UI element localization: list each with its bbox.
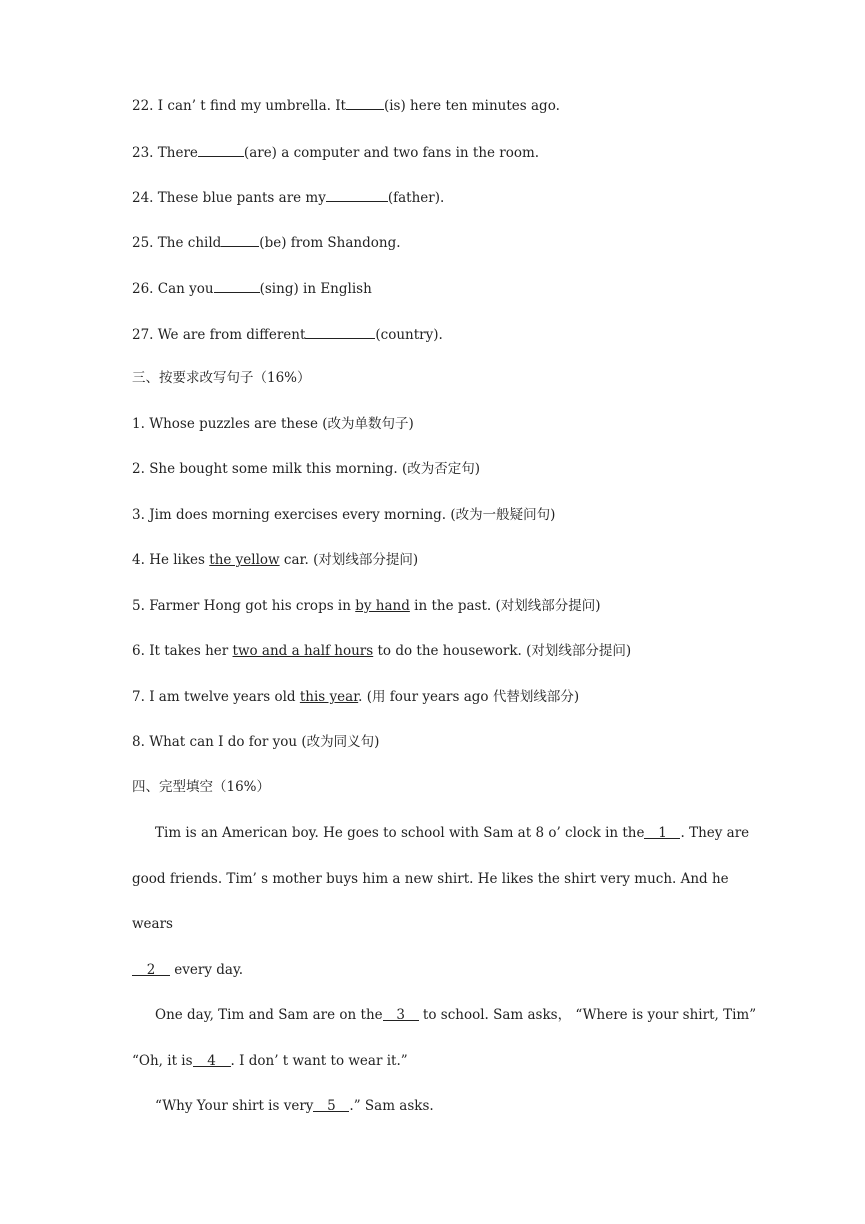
- item-number: 6.: [132, 643, 145, 659]
- question-hint: (is) here ten minutes ago.: [383, 98, 560, 114]
- rewrite-item-8: [132, 733, 805, 751]
- question-number: 25.: [132, 235, 154, 251]
- answer-blank[interactable]: [198, 142, 244, 157]
- answer-blank[interactable]: [346, 95, 384, 110]
- item-number: 8.: [132, 734, 145, 750]
- question-hint: (father).: [387, 190, 445, 206]
- rewrite-item-2: [132, 460, 805, 478]
- item-text-post: car. (对划线部分提问): [279, 552, 419, 568]
- question-number: 24.: [132, 190, 154, 206]
- passage-line-6: [132, 1052, 805, 1070]
- item-number: 4.: [132, 552, 145, 568]
- passage-text: One day, Tim and Sam are on the: [155, 1007, 383, 1023]
- rewrite-item-7: [132, 688, 805, 706]
- question-24: [132, 187, 805, 207]
- passage-text: every day.: [170, 962, 244, 978]
- item-text-post: . (用 four years ago 代替划线部分): [358, 689, 580, 705]
- question-text: There: [157, 145, 198, 161]
- question-text: I can’ t find my umbrella. It: [157, 98, 346, 114]
- passage-line-5: [132, 1006, 805, 1024]
- passage-text: Tim is an American boy. He goes to school with Sam at 8 o’ clock in the: [155, 825, 645, 841]
- cloze-blank-3[interactable]: 3: [383, 1006, 419, 1021]
- question-number: 26.: [132, 281, 154, 297]
- answer-blank[interactable]: [214, 278, 260, 293]
- passage-line-3: wears: [132, 916, 173, 932]
- rewrite-item-4: [132, 551, 805, 569]
- passage-line-4: [132, 961, 805, 979]
- passage-text: . They are: [680, 825, 750, 841]
- underlined-phrase: two and a half hours: [232, 643, 374, 659]
- answer-blank[interactable]: [326, 187, 388, 202]
- item-text-pre: It takes her: [149, 643, 233, 659]
- rewrite-item-3: [132, 506, 805, 524]
- question-hint: (sing) in English: [259, 281, 372, 297]
- item-number: 7.: [132, 689, 145, 705]
- passage-text: to school. Sam asks， “Where is your shirt, Tim”: [418, 1007, 757, 1023]
- item-number: 1.: [132, 416, 145, 432]
- question-text: We are from different: [157, 327, 306, 343]
- question-22: [132, 95, 805, 115]
- question-hint: (country).: [375, 327, 443, 343]
- question-hint: (are) a computer and two fans in the room.: [243, 145, 540, 161]
- item-number: 3.: [132, 507, 145, 523]
- question-27: [132, 324, 805, 344]
- question-number: 27.: [132, 327, 154, 343]
- passage-text: .” Sam asks.: [349, 1098, 434, 1114]
- item-text: She bought some milk this morning. (改为否定句): [149, 461, 480, 477]
- item-number: 2.: [132, 461, 145, 477]
- item-text-pre: I am twelve years old: [149, 689, 300, 705]
- item-text: Jim does morning exercises every morning. (改为一般疑问句): [149, 507, 556, 523]
- item-text: Whose puzzles are these (改为单数句子): [149, 416, 414, 432]
- underlined-phrase: the yellow: [209, 552, 280, 568]
- passage-line-2: good friends. Tim’ s mother buys him a new shirt. He likes the shirt very much. And he: [132, 871, 729, 887]
- cloze-blank-2[interactable]: 2: [132, 961, 170, 976]
- underlined-phrase: this year: [299, 689, 359, 705]
- question-26: [132, 278, 805, 298]
- answer-blank[interactable]: [305, 324, 375, 339]
- question-number: 22.: [132, 98, 154, 114]
- section-4-heading: 四、完型填空（16%）: [132, 779, 271, 795]
- passage-line-7: [132, 1097, 805, 1115]
- passage-text: “Why Your shirt is very: [155, 1098, 314, 1114]
- passage-text: “Oh, it is: [132, 1053, 193, 1069]
- item-text-post: to do the housework. (对划线部分提问): [373, 643, 632, 659]
- rewrite-item-1: [132, 415, 805, 433]
- section-3-heading: 三、按要求改写句子（16%）: [132, 370, 311, 386]
- question-25: [132, 232, 805, 252]
- question-23: [132, 142, 805, 162]
- item-text: What can I do for you (改为同义句): [149, 734, 380, 750]
- cloze-blank-4[interactable]: 4: [193, 1052, 231, 1067]
- question-number: 23.: [132, 145, 154, 161]
- item-number: 5.: [132, 598, 145, 614]
- item-text-pre: Farmer Hong got his crops in: [149, 598, 356, 614]
- cloze-blank-5[interactable]: 5: [313, 1097, 349, 1112]
- passage-text: . I don’ t want to wear it.”: [230, 1053, 408, 1069]
- passage-line-1: [132, 824, 805, 842]
- underlined-phrase: by hand: [355, 598, 410, 614]
- question-text: Can you: [157, 281, 214, 297]
- item-text-post: in the past. (对划线部分提问): [409, 598, 601, 614]
- question-text: These blue pants are my: [157, 190, 326, 206]
- answer-blank[interactable]: [221, 232, 259, 247]
- rewrite-item-5: [132, 597, 805, 615]
- item-text-pre: He likes: [149, 552, 210, 568]
- question-hint: (be) from Shandong.: [259, 235, 401, 251]
- question-text: The child: [157, 235, 222, 251]
- cloze-blank-1[interactable]: 1: [644, 824, 680, 839]
- rewrite-item-6: [132, 642, 805, 660]
